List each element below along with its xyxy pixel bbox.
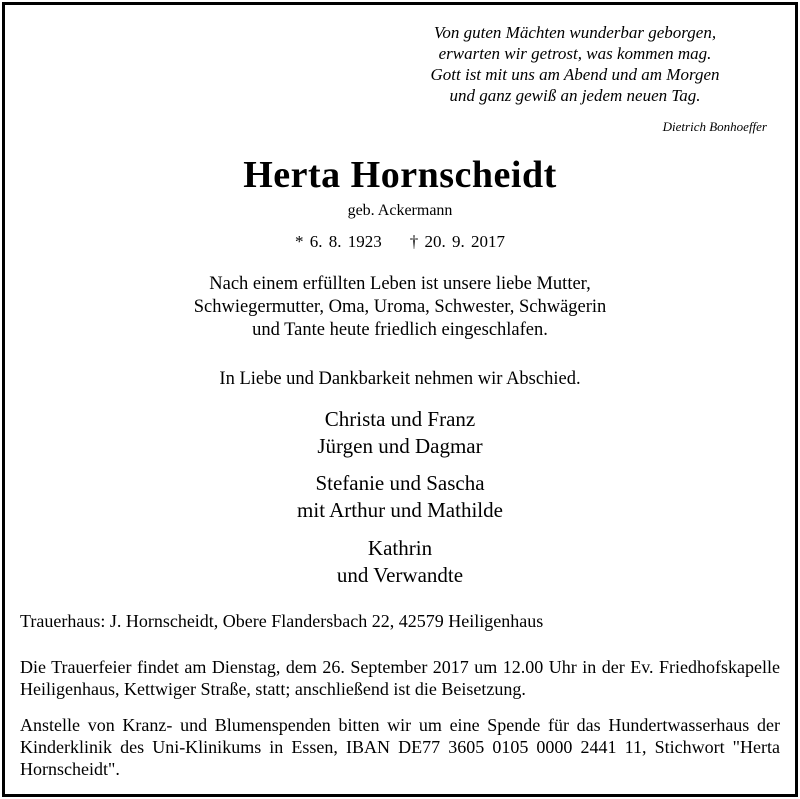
mourner-line: mit Arthur und Mathilde (297, 498, 503, 522)
house-of-mourning: Trauerhaus: J. Hornscheidt, Obere Flandersbach 22, 42579 Heiligenhaus (20, 611, 544, 631)
mourner-group (5, 406, 795, 460)
poem (365, 22, 785, 106)
mourner-line: und Verwandte (336, 563, 464, 587)
mourner-group (5, 470, 795, 524)
mourner-line: Stefanie und Sascha (315, 471, 485, 495)
mourner-line: Kathrin (367, 536, 433, 560)
poem-line: erwarten wir getrost, was kommen mag. (438, 44, 712, 63)
birth-date: * 6. 8. 1923 (295, 232, 382, 251)
death-date: † 20. 9. 2017 (409, 232, 505, 251)
funeral-details: Die Trauerfeier findet am Dienstag, dem 26. September 2017 um 12.00 Uhr in der Ev. Friedhofskapelle Heiligenhaus, Kettwiger Straße, statt; anschließend ist die Beisetzung. (20, 657, 780, 699)
announcement-line: und Tante heute friedlich eingeschlafen. (252, 320, 548, 340)
maiden-name: geb. Ackermann (347, 202, 453, 219)
mourner-line: Jürgen und Dagmar (317, 434, 483, 458)
announcement-line: Nach einem erfüllten Leben ist unsere liebe Mutter, (209, 274, 591, 294)
announcement (5, 273, 795, 342)
poem-line: und ganz gewiß an jedem neuen Tag. (449, 86, 701, 105)
donation-request: Anstelle von Kranz- und Blumenspenden bitten wir um eine Spende für das Hundertwasserhaus der Kinderklinik des Uni-Klinikums in Essen, IBAN DE77 3605 0105 0000 2441 11, Stichwort "Herta Hornscheidt". (20, 715, 780, 779)
mourner-group (5, 535, 795, 589)
announcement-line: Schwiegermutter, Oma, Uroma, Schwester, Schwägerin (193, 297, 607, 317)
poem-author: Dietrich Bonhoeffer (662, 119, 767, 134)
poem-line: Von guten Mächten wunderbar geborgen, (433, 23, 717, 42)
poem-line: Gott ist mit uns am Abend und am Morgen (430, 65, 720, 84)
life-dates (5, 232, 795, 252)
obituary-notice (2, 2, 798, 797)
mourner-line: Christa und Franz (324, 407, 476, 431)
deceased-name: Herta Hornscheidt (243, 154, 557, 196)
farewell-line: In Liebe und Dankbarkeit nehmen wir Abschied. (219, 369, 581, 389)
